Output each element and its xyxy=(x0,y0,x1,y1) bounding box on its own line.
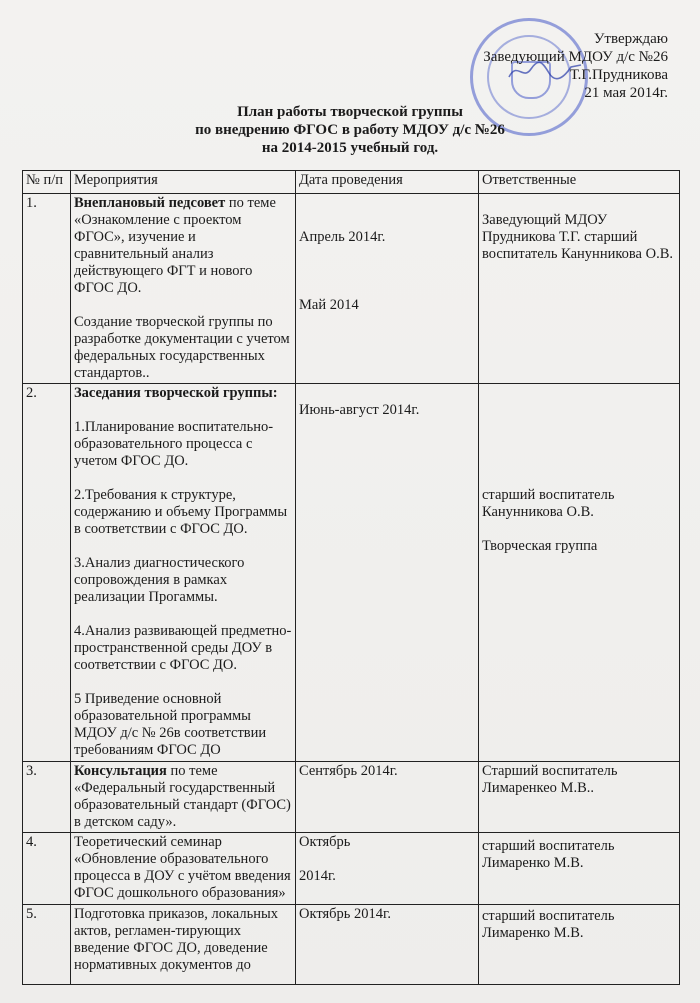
event-item: 5 Приведение основной образовательной программы МДОУ д/с № 26в соответствии требованиям ФГОС ДО xyxy=(74,691,267,758)
document-title xyxy=(170,103,530,157)
table-row xyxy=(23,384,680,762)
responsible-group: Творческая группа xyxy=(482,538,598,554)
row-date: Сентябрь 2014г. xyxy=(296,762,479,833)
event-text-second: Создание творческой группы по разработке документации с учетом федеральных государственных стандартов.. xyxy=(74,314,290,381)
row-event xyxy=(71,384,296,762)
table-row xyxy=(23,905,680,985)
row-number: 1. xyxy=(23,194,71,384)
event-text: по теме «Ознакомление с проектом ФГОС», изучение и сравнительный анализ действующего ФГТ и нового ФГОС ДО. xyxy=(74,195,276,296)
header-date: Дата проведения xyxy=(296,171,479,194)
row-event xyxy=(71,194,296,384)
event-item: 4.Анализ развивающей предметно-пространственной среды ДОУ в соответствии с ФГОС ДО. xyxy=(74,623,292,673)
event-item: 1.Планирование воспитательно-образовательного процесса с учетом ФГОС ДО. xyxy=(74,419,274,469)
table-row xyxy=(23,833,680,905)
row-date xyxy=(296,384,479,762)
row-date xyxy=(296,194,479,384)
row-number: 4. xyxy=(23,833,71,905)
header-events: Мероприятия xyxy=(71,171,296,194)
responsible-text: старший воспитатель Лимаренко М.В. xyxy=(482,908,615,941)
table-row xyxy=(23,762,680,833)
row-responsible xyxy=(479,194,680,384)
event-item: 2.Требования к структуре, содержанию и объему Программы в соответствии с ФГОС ДО. xyxy=(74,487,288,537)
date-text-second: 2014г. xyxy=(299,868,336,884)
event-text: по теме «Федеральный государственный образовательный стандарт (ФГОС) в детском саду». xyxy=(74,763,291,830)
title-line-3: на 2014-2015 учебный год. xyxy=(261,140,439,156)
row-responsible: Старший воспитатель Лимаренкео М.В.. xyxy=(479,762,680,833)
plan-table xyxy=(22,170,680,985)
row-date: Октябрь 2014г. xyxy=(296,905,479,985)
approval-line-4: 21 мая 2014г. xyxy=(584,85,668,101)
approval-block xyxy=(483,30,668,102)
row-event xyxy=(71,762,296,833)
title-line-2: по внедрению ФГОС в работу МДОУ д/с №26 xyxy=(195,122,505,138)
title-line-1: План работы творческой группы xyxy=(237,104,463,120)
row-date xyxy=(296,833,479,905)
row-responsible xyxy=(479,833,680,905)
date-text-second: Май 2014 xyxy=(299,297,359,313)
header-number: № п/п xyxy=(23,171,71,194)
date-text: Апрель 2014г. xyxy=(299,229,386,245)
approval-line-1: Утверждаю xyxy=(593,31,668,47)
header-responsible: Ответственные xyxy=(479,171,680,194)
row-number: 5. xyxy=(23,905,71,985)
table-row xyxy=(23,194,680,384)
approval-line-2: Заведующий МДОУ д/с №26 xyxy=(483,49,668,65)
approval-line-3: Т.Г.Прудникова xyxy=(569,67,668,83)
row-number: 3. xyxy=(23,762,71,833)
date-text: Октябрь xyxy=(299,834,351,850)
event-item: 3.Анализ диагностического сопровождения в рамках реализации Прогаммы. xyxy=(74,555,245,605)
row-responsible xyxy=(479,905,680,985)
event-heading: Консультация xyxy=(74,763,167,779)
date-text: Июнь-август 2014г. xyxy=(299,402,420,418)
row-number: 2. xyxy=(23,384,71,762)
row-event: Теоретический семинар «Обновление образовательного процесса в ДОУ с учётом введения ФГОС дошкольного образования» xyxy=(71,833,296,905)
row-responsible xyxy=(479,384,680,762)
responsible-text: Заведующий МДОУ Прудникова Т.Г. старший воспитатель Канунникова О.В. xyxy=(482,212,674,262)
responsible-text: старший воспитатель Лимаренко М.В. xyxy=(482,838,615,871)
responsible-text: старший воспитатель Канунникова О.В. xyxy=(482,487,615,520)
row-event: Подготовка приказов, локальных актов, регламен-тирующих введение ФГОС ДО, доведение нормативных документов до xyxy=(71,905,296,985)
event-heading: Заседания творческой группы: xyxy=(74,385,278,401)
event-heading: Внеплановый педсовет xyxy=(74,195,226,211)
table-header-row xyxy=(23,171,680,194)
